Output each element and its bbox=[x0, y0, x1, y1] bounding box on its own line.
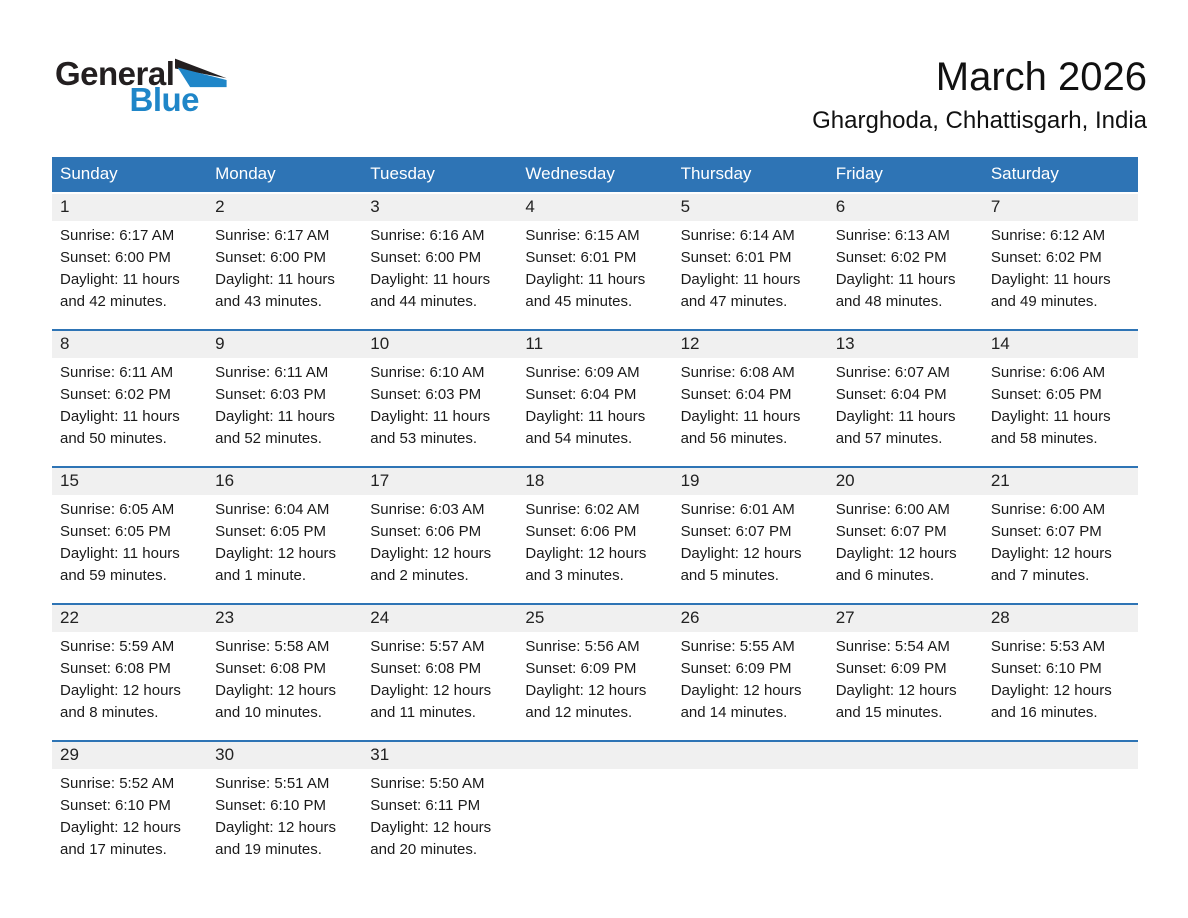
day-number: 23 bbox=[207, 605, 362, 632]
sunset-text: Sunset: 6:02 PM bbox=[835, 249, 947, 266]
day-number: 26 bbox=[673, 605, 828, 632]
day-details bbox=[52, 769, 207, 877]
day-details bbox=[517, 358, 672, 466]
day-details bbox=[52, 358, 207, 466]
sunset-text: Sunset: 6:03 PM bbox=[215, 386, 327, 403]
sunset-text: Sunset: 6:01 PM bbox=[525, 249, 637, 266]
daylight-text: Daylight: 11 hours bbox=[835, 271, 956, 288]
week-row-3 bbox=[52, 466, 1138, 603]
sunrise-text: Sunrise: 5:59 AM bbox=[60, 638, 175, 655]
sunrise-text: Sunrise: 6:10 AM bbox=[370, 364, 485, 381]
daylight-text: and 14 minutes. bbox=[680, 704, 788, 721]
weekday-header-sunday: Sunday bbox=[60, 164, 118, 183]
day-details bbox=[828, 632, 983, 740]
day-number: 21 bbox=[983, 468, 1138, 495]
sunset-text: Sunset: 6:05 PM bbox=[215, 523, 327, 540]
sunrise-text: Sunrise: 5:54 AM bbox=[835, 638, 950, 655]
daylight-text: Daylight: 11 hours bbox=[60, 271, 180, 288]
day-cell-18 bbox=[517, 468, 672, 603]
day-details bbox=[828, 221, 983, 329]
day-cell-11 bbox=[517, 331, 672, 466]
daylight-text: Daylight: 11 hours bbox=[60, 408, 180, 425]
daylight-text: and 57 minutes. bbox=[835, 430, 943, 447]
day-details bbox=[207, 632, 362, 740]
day-number: 28 bbox=[983, 605, 1138, 632]
sunrise-text: Sunrise: 5:50 AM bbox=[370, 775, 485, 792]
day-details bbox=[517, 769, 672, 789]
day-cell-24 bbox=[362, 605, 517, 740]
day-cell-empty bbox=[673, 742, 828, 877]
day-details bbox=[517, 632, 672, 740]
daylight-text: Daylight: 11 hours bbox=[680, 408, 801, 425]
day-details bbox=[828, 495, 983, 603]
sunrise-text: Sunrise: 5:52 AM bbox=[60, 775, 175, 792]
day-number: 15 bbox=[52, 468, 207, 495]
daylight-text: Daylight: 11 hours bbox=[60, 545, 180, 562]
sunset-text: Sunset: 6:04 PM bbox=[680, 386, 792, 403]
day-cell-12 bbox=[673, 331, 828, 466]
sunrise-text: Sunrise: 6:01 AM bbox=[680, 501, 795, 518]
sunrise-text: Sunrise: 6:03 AM bbox=[370, 501, 485, 518]
sunrise-text: Sunrise: 6:05 AM bbox=[60, 501, 175, 518]
daylight-text: and 15 minutes. bbox=[835, 704, 943, 721]
daylight-text: and 16 minutes. bbox=[990, 704, 1098, 721]
daylight-text: and 42 minutes. bbox=[60, 293, 167, 310]
day-details bbox=[983, 769, 1138, 789]
daylight-text: and 52 minutes. bbox=[215, 430, 322, 447]
day-details bbox=[673, 358, 828, 466]
day-details bbox=[362, 769, 517, 877]
day-number: 3 bbox=[362, 194, 517, 221]
sunset-text: Sunset: 6:10 PM bbox=[60, 797, 171, 814]
day-number-empty bbox=[673, 742, 828, 769]
sunrise-text: Sunrise: 6:12 AM bbox=[990, 227, 1106, 244]
daylight-text: and 5 minutes. bbox=[680, 567, 779, 584]
sunrise-text: Sunrise: 5:53 AM bbox=[990, 638, 1106, 655]
day-number: 27 bbox=[828, 605, 983, 632]
day-details bbox=[983, 495, 1138, 603]
daylight-text: Daylight: 12 hours bbox=[835, 545, 957, 562]
daylight-text: and 10 minutes. bbox=[215, 704, 322, 721]
sunrise-text: Sunrise: 6:17 AM bbox=[60, 227, 175, 244]
daylight-text: and 17 minutes. bbox=[60, 841, 167, 858]
daylight-text: Daylight: 12 hours bbox=[680, 545, 802, 562]
sunset-text: Sunset: 6:01 PM bbox=[680, 249, 792, 266]
sunset-text: Sunset: 6:00 PM bbox=[60, 249, 171, 266]
page-header bbox=[0, 0, 1188, 151]
day-details bbox=[517, 221, 672, 329]
sunrise-text: Sunrise: 6:16 AM bbox=[370, 227, 485, 244]
sunset-text: Sunset: 6:11 PM bbox=[370, 797, 481, 814]
day-details bbox=[673, 632, 828, 740]
day-number: 6 bbox=[828, 194, 983, 221]
daylight-text: and 20 minutes. bbox=[370, 841, 478, 858]
sunset-text: Sunset: 6:04 PM bbox=[525, 386, 637, 403]
daylight-text: and 19 minutes. bbox=[215, 841, 322, 858]
sunrise-text: Sunrise: 6:07 AM bbox=[835, 364, 950, 381]
day-cell-25 bbox=[517, 605, 672, 740]
day-details bbox=[207, 221, 362, 329]
sunset-text: Sunset: 6:07 PM bbox=[835, 523, 947, 540]
sunrise-text: Sunrise: 6:17 AM bbox=[215, 227, 330, 244]
sunrise-text: Sunrise: 6:15 AM bbox=[525, 227, 640, 244]
daylight-text: Daylight: 11 hours bbox=[370, 408, 491, 425]
sunset-text: Sunset: 6:10 PM bbox=[215, 797, 327, 814]
daylight-text: Daylight: 12 hours bbox=[215, 819, 337, 836]
daylight-text: Daylight: 11 hours bbox=[215, 271, 335, 288]
daylight-text: and 8 minutes. bbox=[60, 704, 159, 721]
day-cell-26 bbox=[673, 605, 828, 740]
daylight-text: Daylight: 11 hours bbox=[990, 271, 1111, 288]
sunset-text: Sunset: 6:09 PM bbox=[835, 660, 947, 677]
calendar-location: Gharghoda, Chhattisgarh, India bbox=[812, 107, 1147, 134]
sunset-text: Sunset: 6:03 PM bbox=[370, 386, 482, 403]
daylight-text: and 3 minutes. bbox=[525, 567, 624, 584]
day-cell-14 bbox=[983, 331, 1138, 466]
weekday-header-wednesday: Wednesday bbox=[525, 164, 615, 183]
day-number: 8 bbox=[52, 331, 207, 358]
day-number: 20 bbox=[828, 468, 983, 495]
daylight-text: and 58 minutes. bbox=[990, 430, 1098, 447]
week-row-5 bbox=[52, 740, 1138, 877]
weekday-header-row bbox=[52, 157, 1138, 192]
sunrise-text: Sunrise: 6:00 AM bbox=[835, 501, 950, 518]
sunset-text: Sunset: 6:07 PM bbox=[990, 523, 1102, 540]
day-cell-15 bbox=[52, 468, 207, 603]
day-number: 4 bbox=[517, 194, 672, 221]
day-number: 2 bbox=[207, 194, 362, 221]
day-details bbox=[828, 769, 983, 789]
day-details bbox=[673, 495, 828, 603]
daylight-text: Daylight: 11 hours bbox=[835, 408, 956, 425]
daylight-text: and 2 minutes. bbox=[370, 567, 469, 584]
sunrise-text: Sunrise: 5:56 AM bbox=[525, 638, 640, 655]
day-number-empty bbox=[517, 742, 672, 769]
weekday-header-thursday: Thursday bbox=[680, 164, 752, 183]
day-number: 19 bbox=[673, 468, 828, 495]
daylight-text: and 7 minutes. bbox=[990, 567, 1090, 584]
day-cell-16 bbox=[207, 468, 362, 603]
day-number: 5 bbox=[673, 194, 828, 221]
sunset-text: Sunset: 6:02 PM bbox=[990, 249, 1102, 266]
sunrise-text: Sunrise: 6:08 AM bbox=[680, 364, 795, 381]
day-number: 10 bbox=[362, 331, 517, 358]
sunrise-text: Sunrise: 5:57 AM bbox=[370, 638, 485, 655]
day-cell-7 bbox=[983, 194, 1138, 329]
day-number: 11 bbox=[517, 331, 672, 358]
day-details bbox=[52, 495, 207, 603]
sunset-text: Sunset: 6:02 PM bbox=[60, 386, 171, 403]
sunset-text: Sunset: 6:06 PM bbox=[370, 523, 482, 540]
day-cell-9 bbox=[207, 331, 362, 466]
sunrise-text: Sunrise: 6:14 AM bbox=[680, 227, 795, 244]
sunset-text: Sunset: 6:08 PM bbox=[60, 660, 171, 677]
calendar-table bbox=[52, 157, 1138, 877]
daylight-text: and 12 minutes. bbox=[525, 704, 633, 721]
day-details bbox=[362, 632, 517, 740]
day-cell-empty bbox=[517, 742, 672, 877]
sunset-text: Sunset: 6:09 PM bbox=[680, 660, 792, 677]
day-number-empty bbox=[983, 742, 1138, 769]
sunrise-text: Sunrise: 6:06 AM bbox=[990, 364, 1106, 381]
week-row-1 bbox=[52, 194, 1138, 329]
sunrise-text: Sunrise: 6:11 AM bbox=[215, 364, 329, 381]
daylight-text: Daylight: 12 hours bbox=[215, 545, 337, 562]
daylight-text: Daylight: 12 hours bbox=[215, 682, 337, 699]
weekday-header-tuesday: Tuesday bbox=[370, 164, 435, 183]
daylight-text: Daylight: 11 hours bbox=[370, 271, 491, 288]
day-details bbox=[362, 358, 517, 466]
daylight-text: and 54 minutes. bbox=[525, 430, 633, 447]
calendar-grid bbox=[52, 194, 1138, 877]
daylight-text: Daylight: 11 hours bbox=[215, 408, 335, 425]
daylight-text: Daylight: 11 hours bbox=[680, 271, 801, 288]
daylight-text: Daylight: 12 hours bbox=[990, 682, 1112, 699]
day-details bbox=[207, 358, 362, 466]
day-cell-19 bbox=[673, 468, 828, 603]
weekday-header-monday: Monday bbox=[215, 164, 276, 183]
day-details bbox=[207, 769, 362, 877]
day-details bbox=[362, 495, 517, 603]
daylight-text: and 49 minutes. bbox=[990, 293, 1098, 310]
daylight-text: and 53 minutes. bbox=[370, 430, 478, 447]
sunset-text: Sunset: 6:07 PM bbox=[680, 523, 792, 540]
day-details bbox=[828, 358, 983, 466]
day-cell-22 bbox=[52, 605, 207, 740]
day-cell-31 bbox=[362, 742, 517, 877]
day-number: 22 bbox=[52, 605, 207, 632]
daylight-text: Daylight: 12 hours bbox=[370, 545, 492, 562]
day-cell-empty bbox=[828, 742, 983, 877]
day-cell-27 bbox=[828, 605, 983, 740]
day-number: 14 bbox=[983, 331, 1138, 358]
daylight-text: Daylight: 12 hours bbox=[60, 682, 181, 699]
sunrise-text: Sunrise: 6:09 AM bbox=[525, 364, 640, 381]
daylight-text: Daylight: 11 hours bbox=[525, 408, 646, 425]
daylight-text: and 1 minute. bbox=[215, 567, 307, 584]
daylight-text: and 43 minutes. bbox=[215, 293, 322, 310]
daylight-text: Daylight: 12 hours bbox=[60, 819, 181, 836]
daylight-text: and 50 minutes. bbox=[60, 430, 167, 447]
daylight-text: and 56 minutes. bbox=[680, 430, 788, 447]
sunrise-text: Sunrise: 6:04 AM bbox=[215, 501, 330, 518]
sunrise-text: Sunrise: 6:11 AM bbox=[60, 364, 174, 381]
daylight-text: Daylight: 12 hours bbox=[525, 545, 647, 562]
general-blue-logo bbox=[55, 55, 227, 116]
day-cell-30 bbox=[207, 742, 362, 877]
day-cell-23 bbox=[207, 605, 362, 740]
day-number-empty bbox=[828, 742, 983, 769]
daylight-text: and 45 minutes. bbox=[525, 293, 633, 310]
day-cell-20 bbox=[828, 468, 983, 603]
sunset-text: Sunset: 6:10 PM bbox=[990, 660, 1102, 677]
day-number: 12 bbox=[673, 331, 828, 358]
day-number: 25 bbox=[517, 605, 672, 632]
day-number: 16 bbox=[207, 468, 362, 495]
daylight-text: and 48 minutes. bbox=[835, 293, 943, 310]
daylight-text: and 6 minutes. bbox=[835, 567, 935, 584]
day-cell-10 bbox=[362, 331, 517, 466]
daylight-text: Daylight: 11 hours bbox=[990, 408, 1111, 425]
day-cell-29 bbox=[52, 742, 207, 877]
day-cell-4 bbox=[517, 194, 672, 329]
sunset-text: Sunset: 6:08 PM bbox=[370, 660, 482, 677]
day-cell-1 bbox=[52, 194, 207, 329]
sunset-text: Sunset: 6:08 PM bbox=[215, 660, 327, 677]
day-details bbox=[207, 495, 362, 603]
sunrise-text: Sunrise: 6:02 AM bbox=[525, 501, 640, 518]
sunrise-text: Sunrise: 5:55 AM bbox=[680, 638, 795, 655]
day-cell-2 bbox=[207, 194, 362, 329]
day-cell-empty bbox=[983, 742, 1138, 877]
day-details bbox=[52, 632, 207, 740]
daylight-text: and 47 minutes. bbox=[680, 293, 788, 310]
daylight-text: Daylight: 12 hours bbox=[835, 682, 957, 699]
daylight-text: Daylight: 12 hours bbox=[370, 682, 492, 699]
sunrise-text: Sunrise: 5:51 AM bbox=[215, 775, 330, 792]
week-row-4 bbox=[52, 603, 1138, 740]
day-details bbox=[52, 221, 207, 329]
day-details bbox=[362, 221, 517, 329]
sunset-text: Sunset: 6:05 PM bbox=[990, 386, 1102, 403]
sunrise-text: Sunrise: 6:13 AM bbox=[835, 227, 950, 244]
day-cell-3 bbox=[362, 194, 517, 329]
day-cell-21 bbox=[983, 468, 1138, 603]
daylight-text: and 59 minutes. bbox=[60, 567, 167, 584]
sunrise-text: Sunrise: 5:58 AM bbox=[215, 638, 330, 655]
logo-text-blue: Blue bbox=[129, 81, 199, 118]
day-number: 18 bbox=[517, 468, 672, 495]
daylight-text: Daylight: 12 hours bbox=[370, 819, 492, 836]
daylight-text: Daylight: 12 hours bbox=[525, 682, 647, 699]
sunset-text: Sunset: 6:09 PM bbox=[525, 660, 637, 677]
daylight-text: Daylight: 12 hours bbox=[680, 682, 802, 699]
sunset-text: Sunset: 6:06 PM bbox=[525, 523, 637, 540]
day-cell-28 bbox=[983, 605, 1138, 740]
day-details bbox=[983, 632, 1138, 740]
day-number: 17 bbox=[362, 468, 517, 495]
sunset-text: Sunset: 6:00 PM bbox=[370, 249, 482, 266]
daylight-text: Daylight: 11 hours bbox=[525, 271, 646, 288]
logo-text-general: General bbox=[55, 55, 175, 92]
day-details bbox=[517, 495, 672, 603]
week-row-2 bbox=[52, 329, 1138, 466]
day-details bbox=[983, 221, 1138, 329]
day-number: 1 bbox=[52, 194, 207, 221]
day-number: 31 bbox=[362, 742, 517, 769]
day-number: 24 bbox=[362, 605, 517, 632]
day-details bbox=[983, 358, 1138, 466]
weekday-header-saturday: Saturday bbox=[990, 164, 1059, 183]
day-cell-5 bbox=[673, 194, 828, 329]
daylight-text: Daylight: 12 hours bbox=[990, 545, 1112, 562]
sunrise-text: Sunrise: 6:00 AM bbox=[990, 501, 1106, 518]
day-number: 13 bbox=[828, 331, 983, 358]
daylight-text: and 11 minutes. bbox=[370, 704, 476, 721]
calendar-month-title: March 2026 bbox=[935, 55, 1147, 99]
day-number: 29 bbox=[52, 742, 207, 769]
day-details bbox=[673, 769, 828, 789]
day-cell-17 bbox=[362, 468, 517, 603]
sunset-text: Sunset: 6:00 PM bbox=[215, 249, 327, 266]
day-cell-6 bbox=[828, 194, 983, 329]
day-cell-13 bbox=[828, 331, 983, 466]
day-number: 30 bbox=[207, 742, 362, 769]
day-number: 9 bbox=[207, 331, 362, 358]
sunset-text: Sunset: 6:05 PM bbox=[60, 523, 171, 540]
day-number: 7 bbox=[983, 194, 1138, 221]
day-cell-8 bbox=[52, 331, 207, 466]
sunset-text: Sunset: 6:04 PM bbox=[835, 386, 947, 403]
day-details bbox=[673, 221, 828, 329]
daylight-text: and 44 minutes. bbox=[370, 293, 478, 310]
weekday-header-friday: Friday bbox=[835, 164, 883, 183]
